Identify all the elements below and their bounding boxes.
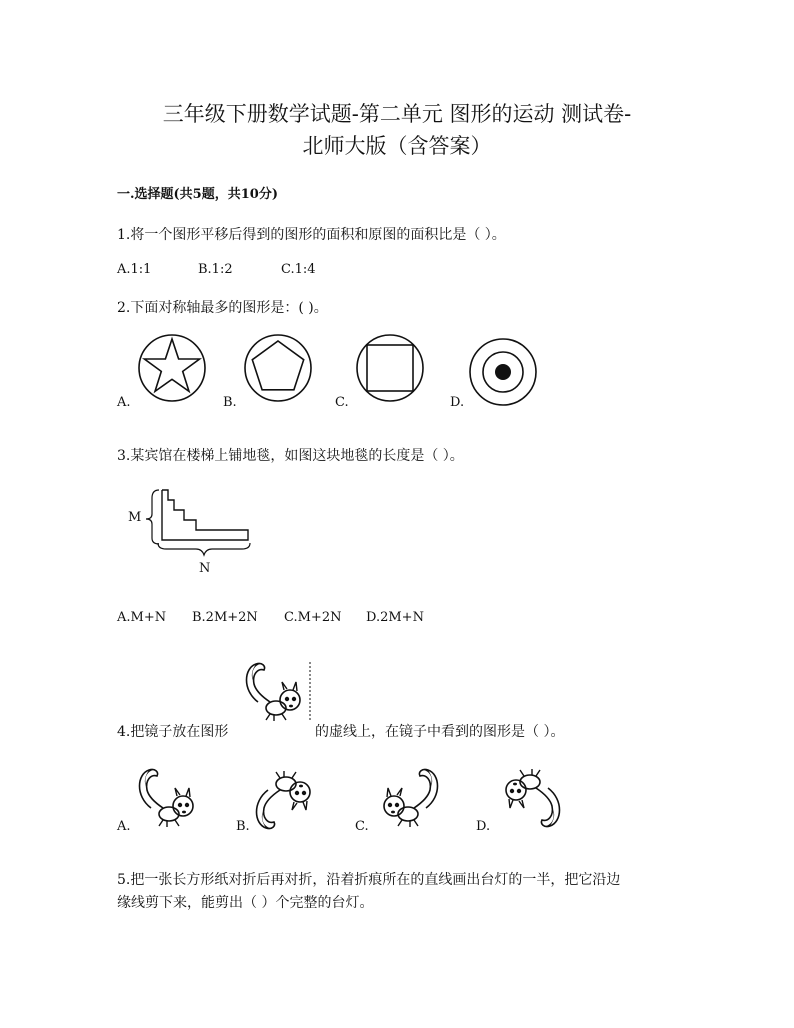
squirrel-original-figure [240,660,312,724]
squirrel-option-c-figure [372,766,444,830]
section-heading: 一.选择题(共5题，共10分) [117,187,278,202]
question-3-option-a[interactable]: A.M+N [117,610,167,625]
question-2-text: 2.下面对称轴最多的图形是：( )。 [117,300,328,316]
question-2-option-d[interactable]: D. [450,395,465,410]
page-title-line-1: 三年级下册数学试题-第二单元 图形的运动 测试卷- [162,102,632,126]
question-4-option-a[interactable]: A. [117,819,131,834]
question-4-text-before: 4.把镜子放在图形 [117,724,229,740]
page-title-line-2: 北师大版（含答案） [302,134,492,158]
star-in-circle-figure [137,333,207,403]
question-2-option-a[interactable]: A. [117,395,131,410]
pentagon-in-circle-figure [243,333,313,403]
question-4-option-b[interactable]: B. [236,819,250,834]
squirrel-option-a-figure [133,766,205,830]
question-3-option-b[interactable]: B.2M+2N [192,610,258,625]
question-1-text: 1.将一个图形平移后得到的图形的面积和原图的面积比是（ ）。 [117,227,506,243]
question-4-option-d[interactable]: D. [476,819,491,834]
question-1-option-a[interactable]: A.1:1 [117,262,152,277]
question-1-option-b[interactable]: B.1:2 [198,262,233,277]
squirrel-option-b-figure [250,764,322,832]
label-n: N [199,561,211,576]
question-4-option-c[interactable]: C. [355,819,369,834]
concentric-circles-figure [468,337,538,407]
label-m: M [128,510,142,525]
square-in-circle-figure [355,333,425,403]
staircase-carpet-figure [144,488,254,558]
question-2-option-c[interactable]: C. [335,395,349,410]
squirrel-option-d-figure [494,762,566,830]
question-2-option-b[interactable]: B. [223,395,237,410]
question-5-text-line-2: 缘线剪下来，能剪出（ ）个完整的台灯。 [117,895,374,911]
question-3-text: 3.某宾馆在楼梯上铺地毯，如图这块地毯的长度是（ ）。 [117,448,464,464]
question-4-text-after: 的虚线上，在镜子中看到的图形是（ ）。 [315,724,565,740]
question-3-option-c[interactable]: C.M+2N [284,610,342,625]
question-1-option-c[interactable]: C.1:4 [281,262,316,277]
question-3-option-d[interactable]: D.2M+N [366,610,424,625]
question-5-text-line-1: 5.把一张长方形纸对折后再对折，沿着折痕所在的直线画出台灯的一半，把它沿边 [117,872,621,888]
